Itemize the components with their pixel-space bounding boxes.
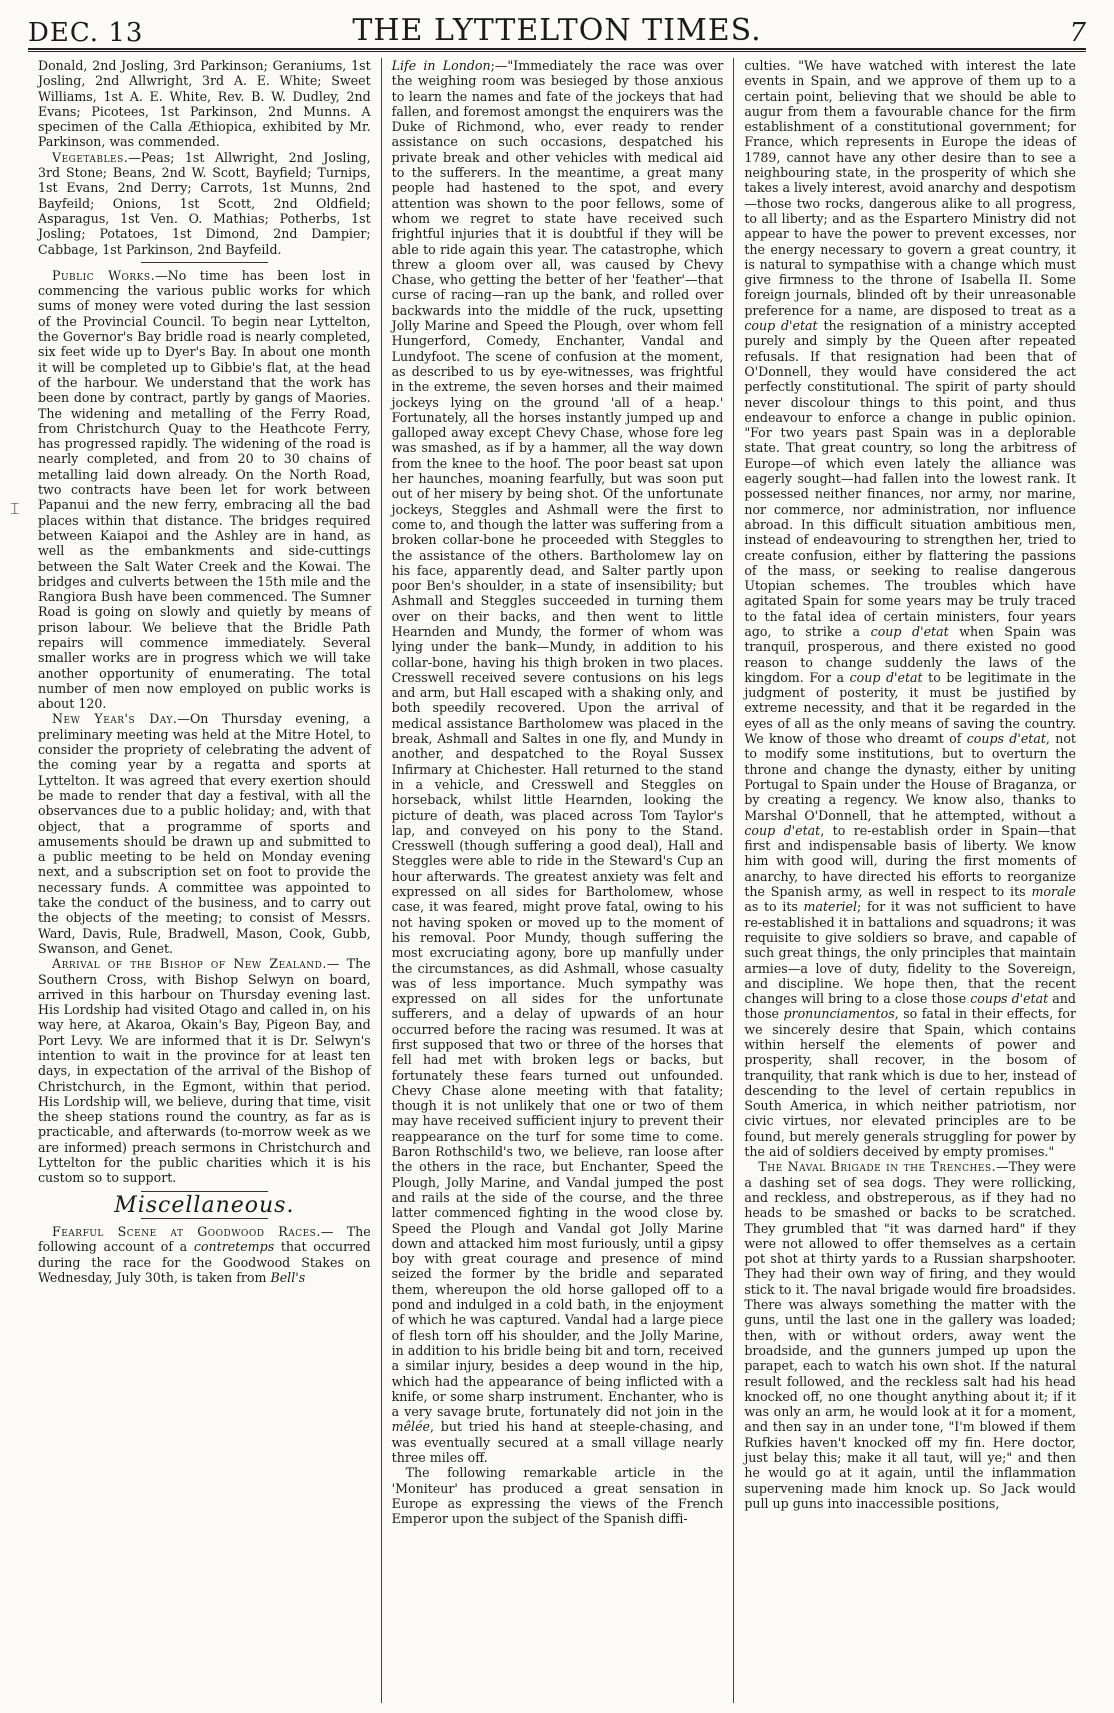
moniteur-text-3: when Spain was tranquil, prosperous, and there existed no good reason to change suddenly the laws of the kingdom. For a: [744, 623, 1076, 685]
italic-term: coup d'etat: [849, 669, 923, 685]
new-years-day-heading: New Year's Day.: [52, 711, 178, 727]
italic-term: coups d'etat: [970, 991, 1049, 1007]
moniteur-text-1: culties. "We have watched with interest the late events in Spain, and we approve of them up to a certain point, believing that we should be able to augur from them a favourable chance for the firm establishment of a constitutional government; for France, which represents in Europe the ideas of 1789, cannot have any other desire than to see a neighbouring state, in the prosperity of which she takes a lively interest, avoid anarchy and despotism—those two rocks, dangerous alike to all progress, to all liberty; and as the Espartero Ministry did not appear to have the power to prevent excesses, nor the energy necessary to govern a great country, it is natural to sympathise with a change which must give firmness to the throne of Isabella II. Some foreign journals, blinded oft by their unreasonable preference for a name, are disposed to treat as a: [744, 58, 1076, 318]
page-number: 7: [1069, 18, 1086, 48]
new-years-day-paragraph: [38, 711, 371, 956]
naval-brigade-heading: The Naval Brigade in the Trenches.: [758, 1159, 997, 1175]
vegetables-heading: Vegetables.: [52, 149, 129, 165]
goodwood-continued: [392, 58, 724, 1465]
moniteur-article: [744, 58, 1076, 1159]
melee-word: mêlée: [391, 1419, 430, 1435]
masthead: [28, 14, 1086, 50]
goodwood-continued-text: ;—"Immediately the race was over the weighing room was besieged by those anxious to learn the names and fate of the jockeys that had fallen, and foremost amongst the enquirers was the Duke of Richmond, who, ever ready to render assistance on such occasions, despatched his private break and other vehicles with medical aid to the sufferers. In the meantime, a great many people had hastened to the spot, and every attention was shown to the poor fellows, some of whom we regret to state have received such frightful injuries that it is doubtful if they will be able to ride again this year. The catastrophe, which threw a gloom over all, was caused by Chevy Chase, who getting the better of her 'feather'—that curse of racing—ran up the bank, and rolled over backwards into the middle of the ruck, upsetting Jolly Marine and Speed the Plough, over whom fell Hungerford, Comedy, Enchanter, Vandal and Lundyfoot. The scene of confusion at the moment, as described to us by eye-witnesses, was frightful in the extreme, the seven horses and their maimed jockeys lying on the ground 'all of a heap.' Fortunately, all the horses instantly jumped up and galloped away except Chevy Chase, whose fore leg was smashed, as if by a hammer, all the way down from the knee to the hoof. The poor beast sat upon her haunches, moaning fearfully, but was soon put out of her misery by being shot. Of the unfortunate jockeys, Steggles and Ashmall were the first to come to, and though the latter was suffering from a broken collar-bone he proceeded with Steggles to the assistance of the others. Bartholomew lay on his face, apparently dead, and Salter partly upon poor Ben's shoulder, in a state of insensibility; but Ashmall and Steggles succeeded in turning them over on their backs, and then went to little Hearnden and Mundy, the former of whom was lying under the bank—Mundy, in addition to his collar-bone, having his thigh broken in two places. Cresswell received severe contusions on his legs and arm, but Hall escaped with a shaking only, and both speedily recovered. Upon the arrival of medical assistance Bartholomew was placed in the break, Ashmall and Saltes in one fly, and Mundy in another, and despatched to the Royal Sussex Infirmary at Chichester. Hall returned to the stand in a vehicle, and Cresswell and Steggles on horseback, whilst little Hearnden, looking the picture of death, was placed across Tom Taylor's lap, and conveyed on his pony to the Stand. Cresswell (though suffering a good deal), Hall and Steggles were able to ride in the Steward's Cup an hour afterwards. The greatest anxiety was felt and expressed on all sides for Bartholomew, whose case, it was feared, might prove fatal, owing to his not having spoken or moved up to the moment of his removal. Poor Mundy, though suffering the most excruciating agony, bore up manfully under the circumstances, as did Ashmall, whose casualty was of less importance. Much sympathy was expressed on all sides for the unfortunate sufferers, and a delay of upwards of an hour occurred before the racing was resumed. It was at first supposed that two or three of the horses that fell had met with broken legs or backs, but fortunately these fears turned out unfounded. Chevy Chase alone meeting with that fatality; though it is not unlikely that one or two of them may have received sufficient injury to prevent their reappearance on the turf for some time to come. Baron Rothschild's two, we believe, ran loose after the others in the race, but Enchanter, Speed the Plough, Jolly Marine, and Vandal jumped the post and rails at the side of the course, and the three latter commenced fighting in the wood close by. Speed the Plough and Vandal got Jolly Marine down and attacked him most furiously, until a gipsy boy with great courage and presence of mind seized the former by the bridle and separated them, whereupon the old horse galloped off to a pond and indulged in a cold bath, in the enjoyment of which he was captured. Vandal had a large piece of flesh torn off his shoulder, and the Jolly Marine, in addition to his bridle being bit and torn, received a similar injury, besides a deep wound in the hip, which had the appearance of being inflicted with a knife, or some sharp instrument. Enchanter, who is a very savage brute, fortunately did not join in the: [391, 58, 724, 1420]
moniteur-text-10: , so fatal in their effects, for we sincerely desire that Spain, which contains within herself the elements of power and prosperity, shall recover, in the bosom of tranquility, that rank which is due to her, instead of descending to the level of certain republics in South America, in which neither patriotism, nor civic virtues, nor elevated principles are to be found, but merely generals struggling for power by the aid of soldiers deceived by empty promises.": [744, 1006, 1076, 1160]
public-works-heading: Public Works.: [52, 267, 156, 283]
divider: [141, 1191, 267, 1192]
italic-term: coup d'etat: [870, 623, 949, 639]
margin-mark: ⌶: [10, 499, 20, 518]
bishop-arrival-paragraph: [38, 956, 371, 1185]
bishop-arrival-heading: Arrival of the Bishop of New Zealand.: [52, 956, 327, 972]
vegetables-paragraph: [38, 150, 371, 257]
column-1: [28, 58, 381, 1703]
moniteur-text-7: as to its: [744, 899, 804, 915]
moniteur-text-8: ; for it was not sufficient to have re-established it in battalions and squadrons; it was requisite to give soldiers so brave, and capable of such great things, the only principles that maintain armies—a love of duty, fidelity to the Sovereign, and discipline. We hope then, that the recent changes will bring to a close those: [744, 899, 1076, 1007]
goodwood-end: , but tried his hand at steeple-chasing, and was eventually secured at a small village nearly three miles off.: [391, 1419, 724, 1466]
italic-term: pronunciamentos: [783, 1006, 895, 1022]
moniteur-text-5: , not to modify some institutions, but to overturn the throne and change the dynasty, either by uniting Portugal to Spain under the House of Braganza, or by creating a regency. We know also, thanks to Marshal O'Donnell, that he attempted, without a: [744, 731, 1076, 823]
goodwood-source: Bell's: [270, 1269, 306, 1285]
goodwood-italic: contretemps: [193, 1239, 275, 1255]
public-works-paragraph: [38, 268, 371, 712]
italic-term: materiel: [803, 899, 858, 915]
divider: [141, 262, 267, 263]
goodwood-heading: Fearful Scene at Goodwood Races.: [52, 1223, 321, 1239]
newspaper-title: THE LYTTELTON TIMES.: [352, 13, 762, 48]
moniteur-text-2: the resignation of a ministry accepted purely and simply by the Queen after repeated refusals. If that resignation had been that of O'Donnell, they would have considered the act perfectly constitutional. The spirit of party should never discolour things to this point, and thus endeavour to enforce a change in public opinion. "For two years past Spain was in a deplorable state. That great country, so long the arbitress of Europe—of which even lately the alliance was eagerly sought—had fallen into the lowest rank. It possessed neither finances, nor army, nor marine, nor commerce, nor administration, nor influence abroad. In this difficult situation ambitious men, instead of endeavouring to strengthen her, tried to create confusion, either by flattering the passions of the mass, or seeking to realise dangerous Utopian schemes. The troubles which have agitated Spain for some years may be truly traced to the fatal idea of certain ministers, four years ago, to strike a: [744, 318, 1076, 639]
moniteur-text-9: and those: [744, 991, 1076, 1022]
public-works-text: —No time has been lost in commencing the various public works for which sums of money were voted during the last session of the Provincial Council. To begin near Lyttelton, the Governor's Bay bridle road is nearly completed, six feet wide up to Dyer's Bay. In about one month it will be completed up to Gibbie's flat, at the head of the harbour. We understand that the work has been done by contract, partly by gangs of Maories. The widening and metalling of the Ferry Road, from Christchurch Quay to the Heathcote Ferry, has progressed rapidly. The widening of the road is nearly completed, and from 20 to 30 chains of metalling laid down already. On the North Road, two contracts have been let for work between Papanui and the new ferry, embracing all the bad places within that distance. The bridges required between Kaiapoi and the Ashley are in hand, as well as the embankments and side-cuttings between the Salt Water Creek and the Kowai. The bridges and culverts between the 15th mile and the Rangiora Bush have been commenced. The Sumner Road is going on slowly and quietly by means of prison labour. We believe that the Bridle Path repairs will commence immediately. Several smaller works are in progress which we will take another opportunity of enumerating. The total number of men now employed on public works is about 120.: [38, 267, 371, 712]
naval-brigade-text: —They were a dashing set of sea dogs. They were rollicking, and reckless, and obstreperous, as if they had no heads to be smashed or backs to be scratched. They grumbled that "it was darned hard" if they were not allowed to offer themselves as a certain pot shot at thirty yards to a Russian sharpshooter. They had their own way of firing, and they would stick to it. The naval brigade would fire broadsides. There was always something the matter with the guns, until the last one in the gallery was loaded; then, with or without orders, away went the broadside, and the gunners jumped up upon the parapet, each to watch his own shot. If the natural result followed, and the reckless salt had his head knocked off, no one thought anything about it; if it was only an arm, he would look at it for a moment, and then say in an under tone, "I'm blowed if them Rufkies haven't knocked off my fin. Here doctor, just belay this; make it all taut, will ye;" and then he would go at it again, until the inflammation supervening made him knock up. So Jack would pull up guns into inaccessible positions,: [744, 1159, 1076, 1511]
moniteur-intro: The following remarkable article in the 'Moniteur' has produced a great sensation in Europe as expressing the views of the French Emperor upon the subject of the Spanish diffi-: [391, 1465, 724, 1527]
new-years-day-text: —On Thursday evening, a preliminary meeting was held at the Mitre Hotel, to consider the propriety of celebrating the advent of the coming year by a regatta and sports at Lyttelton. It was agreed that every exertion should be made to render that day a festival, with all the observances due to a public holiday; and, with that object, that a programme of sports and amusements should be drawn up and submitted to a public meeting to be held on Monday evening next, and a subscription set on foot to provide the necessary funds. A committee was appointed to take the conduct of the business, and to carry out the objects of the meeting; to consist of Messrs. Ward, Davis, Rule, Bradwell, Mason, Cook, Gubb, Swanson, and Genet.: [38, 711, 371, 956]
issue-date: DEC. 13: [28, 18, 144, 48]
italic-term: coup d'etat: [744, 822, 821, 838]
vegetables-text: —Peas; 1st Allwright, 2nd Josling, 3rd Stone; Beans, 2nd W. Scott, Bayfield; Turnips, 1st Evans, 2nd Derry; Carrots, 1st Munns, 2nd Bayfeild; Onions, 1st Scott, 2nd Oldfield; Asparagus, 1st Ven. O. Mathias; Potherbs, 1st Josling; Potatoes, 1st Dimond, 2nd Dampier; Cabbage, 1st Parkinson, 2nd Bayfeild.: [38, 149, 371, 257]
column-2: [381, 58, 734, 1703]
divider: [141, 1218, 267, 1219]
italic-term: coup d'etat: [744, 318, 818, 334]
goodwood-text-a: — The following account of a: [38, 1223, 371, 1255]
section-title: Miscellaneous.: [114, 1192, 295, 1218]
source-title: Life in London: [391, 58, 491, 73]
goodwood-text-b: that occurred during the race for the Goodwood Stakes on Wednesday, July 30th, is taken from: [38, 1239, 371, 1285]
goodwood-paragraph: [38, 1224, 371, 1285]
columns: [28, 58, 1086, 1703]
moniteur-text-6: , to re-establish order in Spain—that first and indispensable basis of liberty. We know him with good will, during the first moments of anarchy, to have directed his efforts to reorganize the Spanish army, as well in respect to its: [744, 822, 1076, 900]
horticulture-results: Donald, 2nd Josling, 3rd Parkinson; Geraniums, 1st Josling, 2nd Allwright, 3rd A. E. White; Sweet Williams, 1st A. E. White, Rev. B. W. Dudley, 2nd Evans; Picotees, 1st Parkinson, 2nd Munns. A specimen of the Calla Æthiopica, exhibited by Mr. Parkinson, was commended.: [38, 58, 371, 150]
italic-term: coups d'etat: [966, 731, 1046, 747]
column-3: [733, 58, 1086, 1703]
bishop-arrival-text: — The Southern Cross, with Bishop Selwyn on board, arrived in this harbour on Thursday evening last. His Lordship had visited Otago and called in, on his way here, at Akaroa, Okain's Bay, Pigeon Bay, and Port Levy. We are informed that it is Dr. Selwyn's intention to wait in the province for at least ten days, in expectation of the arrival of the Bishop of Christchurch, in the Egmont, within that period. His Lordship will, we believe, during that time, visit the sheep stations round the country, as far as is practicable, and afterwards (to-morrow week as we are informed) preach sermons in Christchurch and Lyttelton for the public charities which it is his custom so to support.: [38, 956, 371, 1186]
naval-brigade-paragraph: [744, 1159, 1076, 1511]
masthead-rule: [28, 51, 1086, 52]
italic-term: morale: [1031, 884, 1076, 900]
moniteur-text-4: to be legitimate in the judgment of posterity, it must be justified by extreme necessity, and that it be regarded in the eyes of all as the only means of saving the country. We know of those who dreamt of: [744, 669, 1076, 747]
